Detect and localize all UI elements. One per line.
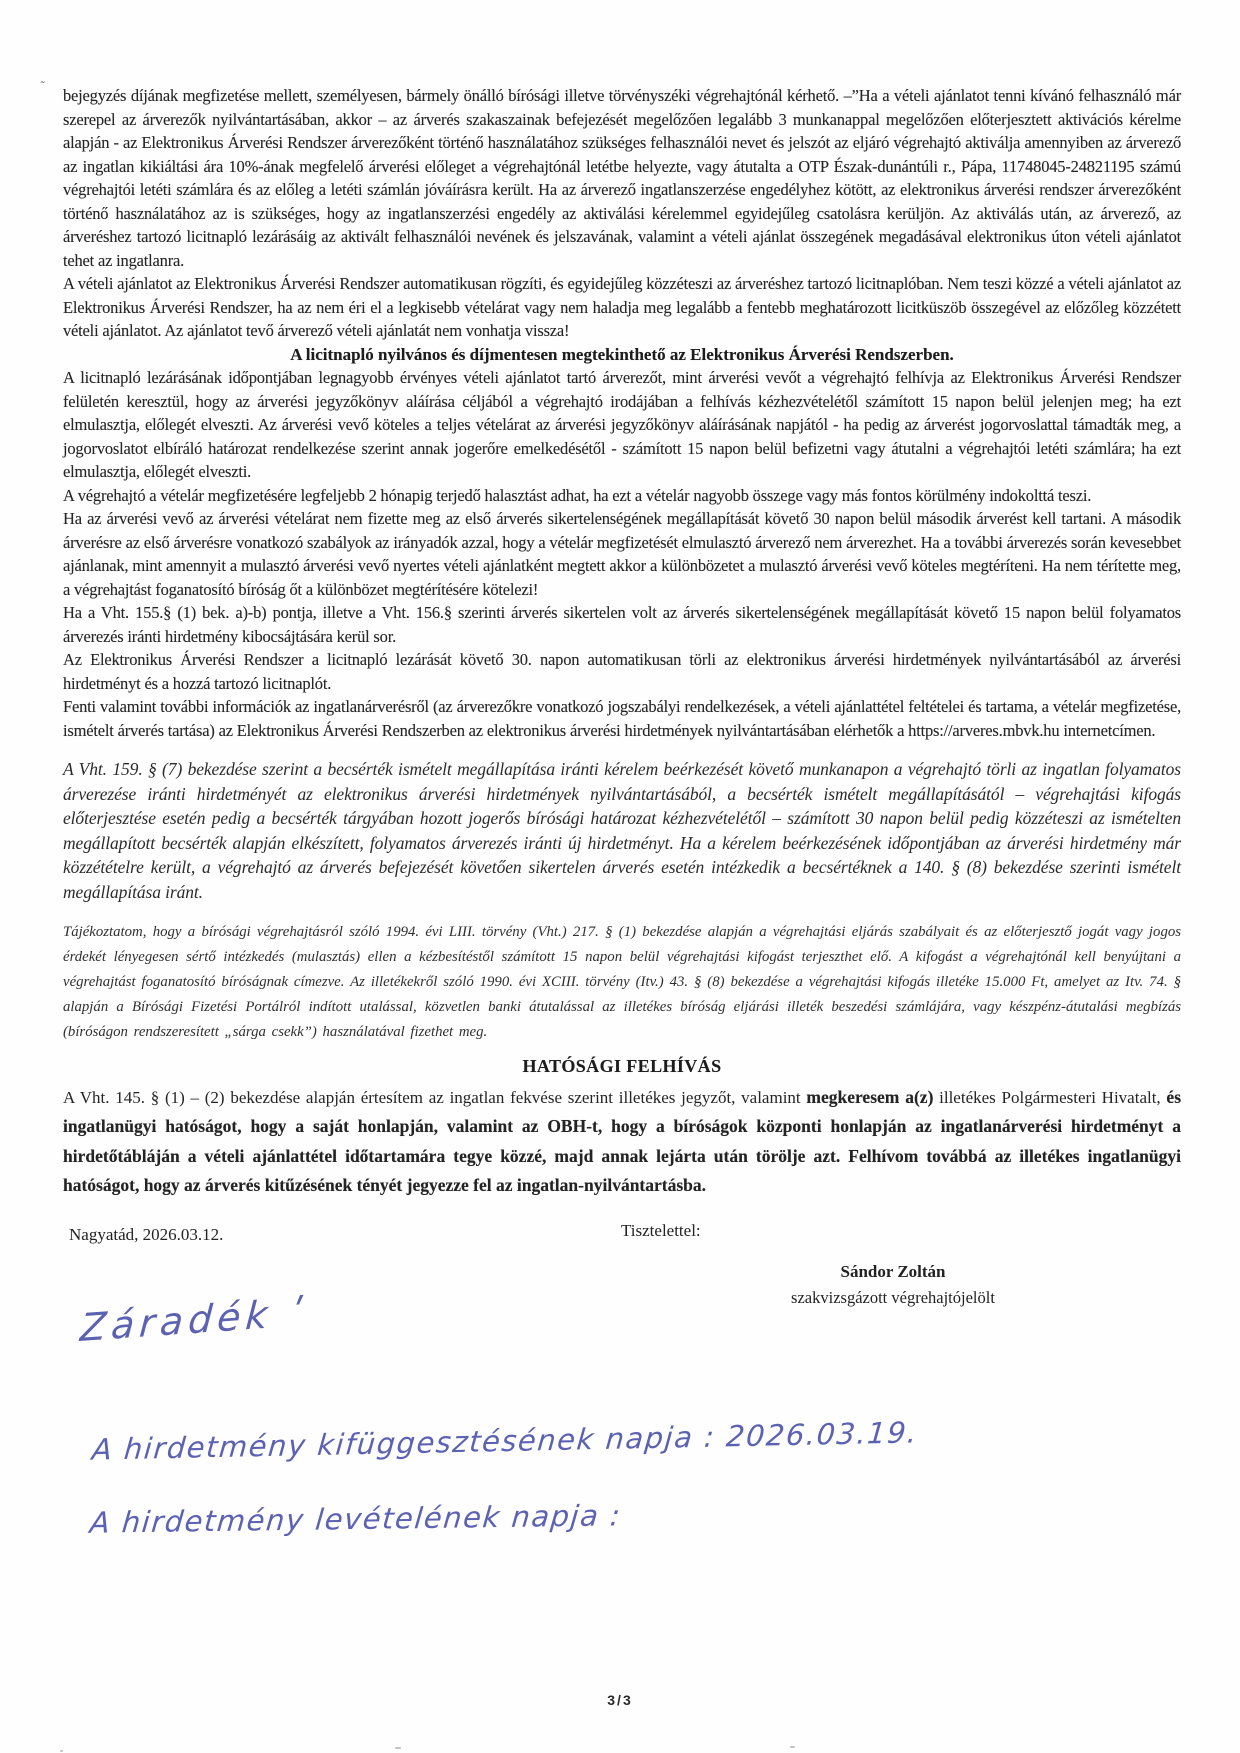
page-number: 3/3 bbox=[607, 1692, 633, 1708]
paragraph-vht-155: Ha a Vht. 155.§ (1) bek. a)-b) pontja, illetve a Vht. 156.§ szerinti árverés sikertelen volt az árverés sikertelenségének megállapítását követő 15 napon belül folyamatos árverezés iránti hirdetmény kibocsájtására kerül sor. bbox=[63, 603, 1181, 646]
signer-block bbox=[743, 1259, 1043, 1311]
scan-speck bbox=[395, 1747, 401, 1749]
text-run-bold: megkeresem a(z) bbox=[806, 1086, 934, 1107]
paragraph-second-auction: Ha az árverési vevő az árverési vételárat nem fizette meg az első árverés sikertelenségének megállapítását követő 30 napon belül második árverést kell tartani. A második árverésre az első árverésre vonatkozó szabályok az irányadók azzal, hogy a vételár megfizetését elmulasztó árverező nem árverezhet. Ha a további árverezés során kevesebbet ajánlanak, mint amennyit a mulasztó árverési vevő nyertes vételi ajánlatként megtett akkor a különbözetet a mulasztó árverési vevő köteles megtéríteni. Ha nem térítette meg, a végrehajtást foganatosító bíróság őt a különbözet megtérítésére kötelezi! bbox=[63, 509, 1181, 599]
text-run-bold: és ingatlanügyi hatóságot, hogy a saját honlapján, valamint az OBH-t, hogy a bíróságok központi honlapján az ingatlanárverési hirdetményt a hirdetőtábláján a vételi ajánlattétel időtartamára tegye közzé, majd annak lejárta után törölje azt. Felhívom továbbá az illetékes ingatlanügyi hatóságot, hogy az árverés kitűzésének tényét jegyezze fel az ingatlan-nyilvántartásba. bbox=[63, 1086, 1181, 1195]
paragraph-payment-extension: A végrehajtó a vételár megfizetésére legfeljebb 2 hónapig terjedő halasztást adhat, ha ezt a vételár nagyobb összege vagy más fontos körülmény indokolttá teszi. bbox=[63, 485, 1092, 505]
place-date: Nagyatád, 2026.03.12. bbox=[69, 1224, 224, 1244]
closing-salutation: Tisztelettel: bbox=[621, 1220, 701, 1240]
signer-title: szakvizsgázott végrehajtójelölt bbox=[791, 1287, 995, 1307]
signer-name: Sándor Zoltán bbox=[840, 1261, 946, 1281]
paragraph-further-info: Fenti valamint további információk az ingatlanárverésről (az árverezőkre vonatkozó jogszabályi rendelkezések, a vételi ajánlattétel feltételei és tartama, a vételár megfizetése, ismételt árverés tartása) az Elektronikus Árverési Rendszerben az elektronikus árverési hirdetmények nyilvántartásában elérhetők a https://arveres.mbvk.hu internetcímen. bbox=[63, 697, 1181, 740]
scan-speck bbox=[790, 1746, 795, 1748]
heading-hatosagi-felhivas: HATÓSÁGI FELHÍVÁS bbox=[522, 1056, 722, 1076]
heading-licitnaplo: A licitnapló nyilvános és díjmentesen megtekinthető az Elektronikus Árverési Rendszerben. bbox=[290, 344, 954, 364]
scan-artifact-mark: ˜ bbox=[39, 77, 47, 94]
signature-row bbox=[63, 1220, 1181, 1251]
paragraph-authority-notice bbox=[63, 1083, 1181, 1201]
text-run-regular: A Vht. 145. § (1) – (2) bekezdése alapján értesítem az ingatlan fekvése szerint illetékes jegyzőt, valamint bbox=[63, 1087, 807, 1107]
handwritten-posting-date-line: A hirdetmény kifüggesztésének napja : 2026.03.19. bbox=[90, 1415, 920, 1467]
paragraph-bid-recording: A vételi ajánlatot az Elektronikus Árverési Rendszer automatikusan rögzíti, és egyidejűleg közzéteszi az árveréshez tartozó licitnaplóban. Nem teszi közzé a vételi ajánlatot az Elektronikus Árverési Rendszer, ha az nem éri el a legkisebb vételárat vagy nem haladja meg legalább a fentebb meghatározott licitküszöb összegével az előzőleg közzétett vételi ajánlatot. Az ajánlatot tevő árverező vételi ajánlatát nem vonhatja vissza! bbox=[63, 274, 1181, 340]
paragraph-legal-notice: Tájékoztatom, hogy a bírósági végrehajtásról szóló 1994. évi LIII. törvény (Vht.) 217. § (1) bekezdése alapján a végrehajtási eljárás szabályait és az előterjesztő jogát vagy jogos érdekét lényegesen sértő intézkedés (mulasztás) ellen a kézbesítéstől számított 15 napon belül végrehajtási kifogást terjeszthet elő. A kifogást a végrehajtónál kell benyújtani a végrehajtást foganatosító bíróságnak címezve. Az illetékekről szóló 1990. évi XCIII. törvény (Itv.) 43. § (8) bekezdése a végrehajtási kifogás illetéke 15.000 Ft, amelyet az Itv. 74. § alapján a Bírósági Fizetési Portálról indított utalással, közvetlen banki átutalással az illetékes bíróság eljárási illeték beszedési számlájára, vagy készpénz-átutalási megbízás (bíróságon rendszeresített „sárga csekk”) használatával fizethet meg. bbox=[63, 924, 1181, 1040]
handwritten-removal-date-line: A hirdetmény levételének napja : bbox=[88, 1498, 624, 1540]
paragraph-auto-deletion: Az Elektronikus Árverési Rendszer a licitnapló lezárását követő 30. napon automatikusan törli az elektronikus árverési hirdetmények nyilvántartásából az árverési hirdetményt és a hozzá tartozó licitnaplót. bbox=[63, 650, 1181, 693]
paragraph-auction-winner: A licitnapló lezárásának időpontjában legnagyobb érvényes vételi ajánlatot tartó árverezőt, mint árverési vevőt a végrehajtó felhívja az Elektronikus Árverési Rendszer felületén keresztül, hogy az árverési jegyzőkönyv aláírása céljából a végrehajtó irodájában a felhívás kézhezvételétől számított 15 napon belül jelenjen meg; ha ezt elmulasztja, előlegét elveszti. Az árverési vevő köteles a teljes vételárat az árverési jegyzőkönyv aláírásának napjától - ha pedig az árverést jogorvoslattal támadták meg, a jogorvoslatot elbíráló határozat rendelkezése szerint annak jogerőre emelkedésétől - számított 15 napon belül befizetni vagy átutalni a végrehajtói letéti számlára; ha ezt elmulasztja, előlegét elveszti. bbox=[63, 368, 1181, 481]
scan-speck bbox=[60, 1750, 63, 1752]
text-run-regular: illetékes Polgármesteri Hivatalt, bbox=[933, 1087, 1167, 1107]
document-body bbox=[63, 84, 1181, 1311]
paragraph-registration-fee: bejegyzés díjának megfizetése mellett, személyesen, bármely önálló bírósági illetve törvényszéki végrehajtónál kérhető. –”Ha a vételi ajánlatot tenni kívánó felhasználó már szerepel az árverezők nyilvántartásában, akkor – az árverés szakaszainak befejezését megelőzően legalább 3 munkanappal megelőzően előterjesztett aktivációs kérelme alapján - az Elektronikus Árverési Rendszer árverezőként történő használatához szükséges felhasználói nevet és jelszót az eljáró végrehajtó aktiválja amennyiben az árverező az ingatlan kikiáltási ára 10%-ának megfelelő árverési előleget a végrehajtónál letétbe helyezte, vagy átutalta a OTP Észak-dunántúli r., Pápa, 11748045-24821195 számú végrehajtói letéti számlára és az előleg a letéti számlán jóváírásra került. Ha az árverező ingatlanszerzése engedélyhez kötött, az elektronikus árverési rendszer árverezőként történő használatához az is szükséges, hogy az ingatlanszerzési engedély az aktiválási kérelemmel egyidejűleg csatolásra kerüljön. Az aktiválás után, az árverező, az árveréshez tartozó licitnapló lezárásáig az aktivált felhasználói nevének és jelszavának, valamint a vételi ajánlat összegének megadásával elektronikus úton vételi ajánlatot tehet az ingatlanra. bbox=[63, 86, 1181, 270]
paragraph-vht-159: A Vht. 159. § (7) bekezdése szerint a becsérték ismételt megállapítása iránti kérelem beérkezését követő munkanapon a végrehajtó törli az ingatlan folyamatos árverezése iránti hirdetményét az elektronikus árverési hirdetmények nyilvántartásából, a becsérték ismételt megállapításától – végrehajtási kifogás előterjesztése esetén pedig a becsérték tárgyában hozott jogerős bírósági határozat kézhezvételétől – számított 30 napon belül pedig közzéteszi az ismételten megállapított becsérték alapján elkészített, folyamatos árverezés iránti új hirdetményt. Ha a kérelem beérkezésének időpontjában az árverési hirdetmény már közzétételre került, a végrehajtó az árverés befejezését követően sikertelen árverés esetén intézkedik a becsértéknek a 140. § (8) bekezdése szerinti ismételt megállapítása iránt. bbox=[63, 759, 1181, 902]
handwritten-zaradek-label: Záradék ʹ bbox=[78, 1289, 307, 1351]
